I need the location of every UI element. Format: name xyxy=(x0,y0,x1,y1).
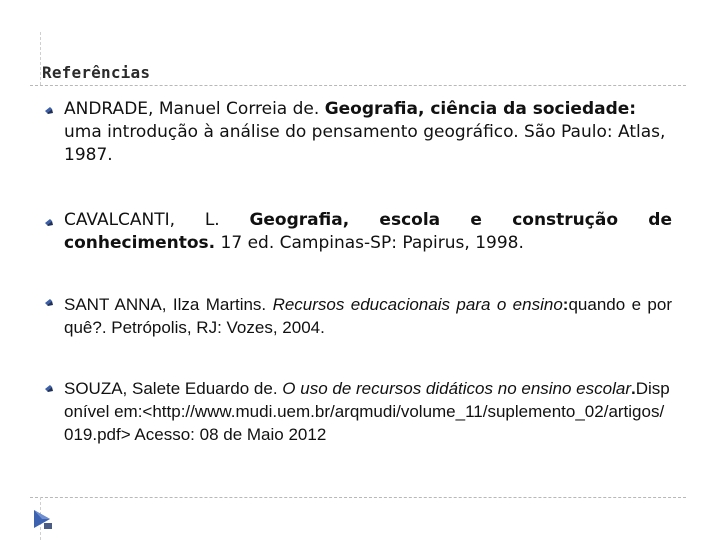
bullet-icon xyxy=(44,217,54,227)
reference-andrade xyxy=(64,98,672,167)
bullet-icon xyxy=(44,383,54,393)
frame-vertical-line-top xyxy=(40,32,41,85)
reference-title: Geografia, escola e construção de conhecimentos. xyxy=(64,210,672,253)
reference-details: uma introdução à análise do pensamento geográfico. São Paulo: Atlas, 1987. xyxy=(64,122,666,165)
reference-author: SOUZA, Salete Eduardo de. xyxy=(64,379,283,398)
reference-title: Geografia, ciência da sociedade: xyxy=(324,99,637,119)
next-slide-arrow-icon[interactable] xyxy=(32,508,54,530)
bullet-icon xyxy=(44,105,54,115)
reference-santanna xyxy=(64,293,672,339)
reference-details: quando e por quê?. Petrópolis, RJ: Vozes, 2004. xyxy=(64,295,673,337)
page-title: Referências xyxy=(42,63,151,82)
footer-divider xyxy=(30,497,686,498)
reference-title: O uso de recursos didáticos no ensino escolar xyxy=(282,379,631,398)
title-divider xyxy=(30,85,686,86)
reference-details: 17 ed. Campinas-SP: Papirus, 1998. xyxy=(215,233,524,253)
reference-punctuation: : xyxy=(562,295,569,314)
reference-author: CAVALCANTI, L. xyxy=(64,210,250,230)
bullet-icon xyxy=(44,297,54,307)
reference-punctuation: . xyxy=(631,379,636,398)
reference-cavalcanti xyxy=(64,209,672,255)
reference-souza xyxy=(64,377,672,446)
reference-author: SANT ANNA, Ilza Martins. xyxy=(64,295,273,314)
reference-details: Disponível em:<http://www.mudi.uem.br/arqmudi/volume_11/suplemento_02/artigos/019.pdf> Acesso: 08 de Maio 2012 xyxy=(64,379,670,444)
reference-title: Recursos educacionais para o ensino xyxy=(272,295,563,314)
reference-author: ANDRADE, Manuel Correia de. xyxy=(64,99,325,119)
